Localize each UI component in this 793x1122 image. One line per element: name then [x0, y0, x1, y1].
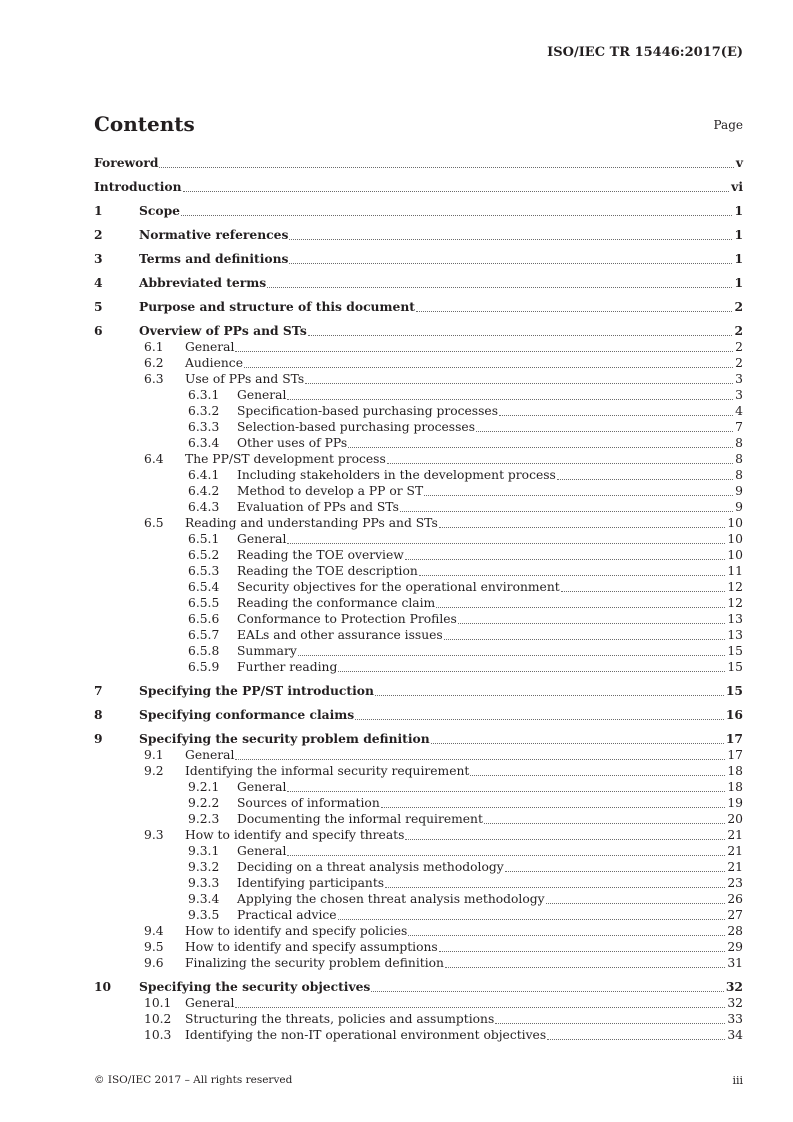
toc-entry[interactable] — [94, 827, 743, 843]
toc-entry-title: Specifying the security problem definition — [139, 731, 430, 746]
toc-entry-page: 10 — [727, 532, 743, 546]
toc-entry-number: 6.3.1 — [188, 388, 220, 402]
toc-entry-page: 28 — [727, 924, 743, 938]
toc-leader-dots — [431, 743, 724, 744]
toc-leader-dots — [235, 351, 733, 352]
toc-entry-title: Normative references — [139, 227, 289, 242]
toc-entry-number: 6.3 — [144, 372, 164, 386]
toc-entry-number: 8 — [94, 707, 103, 722]
toc-entry-number: 6.3.4 — [188, 436, 220, 450]
toc-leader-dots — [287, 543, 725, 544]
toc-entry-page: 7 — [735, 420, 743, 434]
toc-entry[interactable] — [94, 979, 743, 995]
toc-entry-number: 10 — [94, 979, 112, 994]
toc-leader-dots — [436, 607, 725, 608]
toc-entry-title: Specifying conformance claims — [139, 707, 355, 722]
toc-entry[interactable] — [94, 891, 743, 907]
toc-entry[interactable] — [94, 467, 743, 483]
toc-entry-page: 19 — [727, 796, 743, 810]
toc-entry-page: 15 — [727, 660, 743, 674]
toc-entry-number: 9.3.4 — [188, 892, 220, 906]
toc-entry-page: 15 — [727, 644, 743, 658]
toc-entry[interactable] — [94, 355, 743, 371]
toc-entry-number: 6.5.8 — [188, 644, 220, 658]
toc-leader-dots — [375, 695, 724, 696]
toc-leader-dots — [235, 1007, 725, 1008]
toc-entry[interactable] — [94, 747, 743, 763]
toc-entry-page: 21 — [727, 828, 743, 842]
toc-entry-number: 6.5.1 — [188, 532, 220, 546]
toc-entry-number: 6.5.2 — [188, 548, 220, 562]
toc-entry-page: 1 — [734, 203, 743, 218]
toc-entry-number: 9.3.5 — [188, 908, 220, 922]
toc-entry[interactable] — [94, 251, 743, 267]
toc-entry-title: General — [185, 748, 235, 762]
copyright-notice: © ISO/IEC 2017 – All rights reserved — [94, 1074, 293, 1086]
toc-entry[interactable] — [94, 763, 743, 779]
toc-entry-number: 6.4.1 — [188, 468, 220, 482]
toc-entry[interactable] — [94, 923, 743, 939]
toc-leader-dots — [287, 399, 733, 400]
toc-entry[interactable] — [94, 323, 743, 339]
toc-entry-title: Specifying the PP/ST introduction — [139, 683, 374, 698]
toc-entry-page: 13 — [727, 628, 743, 642]
toc-leader-dots — [405, 559, 726, 560]
toc-entry[interactable] — [94, 547, 743, 563]
toc-entry-number: 9 — [94, 731, 103, 746]
toc-entry-title: Security objectives for the operational environment — [237, 580, 560, 594]
toc-leader-dots — [289, 239, 732, 240]
toc-entry[interactable] — [94, 731, 743, 747]
toc-leader-dots — [439, 527, 726, 528]
toc-entry-page: 2 — [734, 299, 743, 314]
toc-entry-page: 1 — [734, 251, 743, 266]
toc-entry-page: 12 — [727, 580, 743, 594]
toc-leader-dots — [470, 775, 725, 776]
toc-entry-title: Other uses of PPs — [237, 436, 348, 450]
toc-leader-dots — [298, 655, 726, 656]
toc-entry[interactable] — [94, 275, 743, 291]
toc-entry-title: Conformance to Protection Profiles — [237, 612, 457, 626]
toc-entry-page: 11 — [727, 564, 743, 578]
toc-entry-title: Terms and definitions — [139, 251, 289, 266]
toc-entry-number: 9.3.3 — [188, 876, 220, 890]
toc-entry[interactable] — [94, 955, 743, 971]
toc-gap — [94, 195, 743, 203]
toc-entry-page: 20 — [727, 812, 743, 826]
toc-entry[interactable] — [94, 779, 743, 795]
toc-entry-number: 9.3.2 — [188, 860, 220, 874]
toc-entry-page: 8 — [735, 436, 743, 450]
toc-entry-title: Deciding on a threat analysis methodology — [237, 860, 504, 874]
toc-leader-dots — [159, 167, 733, 168]
toc-entry-title: General — [237, 780, 287, 794]
toc-leader-dots — [419, 575, 726, 576]
toc-entry-number: 10.3 — [144, 1028, 172, 1042]
toc-entry[interactable] — [94, 387, 743, 403]
toc-entry-page: 32 — [725, 979, 743, 994]
toc-entry-number: 5 — [94, 299, 103, 314]
toc-entry-title: Specification-based purchasing processes — [237, 404, 499, 418]
toc-leader-dots — [424, 495, 733, 496]
toc-entry-number: 9.4 — [144, 924, 164, 938]
toc-entry-number: 10.1 — [144, 996, 172, 1010]
toc-entry-title: Identifying participants — [237, 876, 385, 890]
toc-entry-number: 9.2.3 — [188, 812, 220, 826]
toc-gap — [94, 675, 743, 683]
toc-entry[interactable] — [94, 707, 743, 723]
toc-leader-dots — [561, 591, 726, 592]
toc-entry-page: v — [735, 155, 743, 170]
toc-entry-number: 9.2.1 — [188, 780, 220, 794]
toc-entry-page: 23 — [727, 876, 743, 890]
toc-leader-dots — [387, 463, 733, 464]
page-column-label: Page — [713, 118, 743, 132]
toc-entry-number: 9.5 — [144, 940, 164, 954]
toc-entry[interactable] — [94, 1011, 743, 1027]
toc-entry-title: Use of PPs and STs — [185, 372, 305, 386]
toc-entry[interactable] — [94, 451, 743, 467]
toc-entry-title: EALs and other assurance issues — [237, 628, 443, 642]
toc-entry-page: 32 — [727, 996, 743, 1010]
toc-entry-number: 6.5.4 — [188, 580, 220, 594]
toc-gap — [94, 171, 743, 179]
toc-entry-title: Overview of PPs and STs — [139, 323, 307, 338]
toc-entry-number: 6.2 — [144, 356, 164, 370]
toc-entry-page: 2 — [734, 323, 743, 338]
toc-entry-page: 15 — [725, 683, 743, 698]
toc-entry[interactable] — [94, 435, 743, 451]
toc-entry-page: 18 — [727, 780, 743, 794]
toc-entry[interactable] — [94, 419, 743, 435]
toc-entry-page: 9 — [735, 484, 743, 498]
toc-entry-title: Audience — [185, 356, 243, 370]
toc-leader-dots — [289, 263, 732, 264]
toc-entry-page: 2 — [735, 356, 743, 370]
toc-entry-number: 6 — [94, 323, 103, 338]
toc-entry-title: Further reading — [237, 660, 338, 674]
toc-entry[interactable] — [94, 371, 743, 387]
toc-leader-dots — [476, 431, 733, 432]
toc-leader-dots — [439, 951, 726, 952]
toc-entry-title: Method to develop a PP or ST — [237, 484, 424, 498]
toc-entry[interactable] — [94, 795, 743, 811]
toc-leader-dots — [305, 383, 733, 384]
toc-entry-page: 2 — [735, 340, 743, 354]
toc-entry-page: 10 — [727, 548, 743, 562]
toc-entry[interactable] — [94, 907, 743, 923]
toc-leader-dots — [338, 919, 726, 920]
toc-leader-dots — [371, 991, 724, 992]
toc-entry-page: 21 — [727, 860, 743, 874]
toc-entry-page: 17 — [727, 748, 743, 762]
toc-entry-title: Identifying the informal security requirement — [185, 764, 470, 778]
toc-entry[interactable] — [94, 595, 743, 611]
toc-leader-dots — [444, 639, 726, 640]
toc-entry[interactable] — [94, 339, 743, 355]
toc-leader-dots — [547, 1039, 725, 1040]
toc-entry[interactable] — [94, 499, 743, 515]
toc-entry[interactable] — [94, 403, 743, 419]
table-of-contents — [94, 155, 743, 1043]
toc-entry-page: 13 — [727, 612, 743, 626]
toc-leader-dots — [338, 671, 725, 672]
toc-entry-number: 6.3.2 — [188, 404, 220, 418]
toc-entry-number: 3 — [94, 251, 103, 266]
toc-entry-number: 10.2 — [144, 1012, 172, 1026]
toc-entry[interactable] — [94, 843, 743, 859]
toc-entry-number: 9.2.2 — [188, 796, 220, 810]
toc-entry-title: Documenting the informal requirement — [237, 812, 483, 826]
toc-entry-title: Reading the conformance claim — [237, 596, 436, 610]
toc-entry-title: Summary — [237, 644, 297, 658]
toc-entry-number: 9.2 — [144, 764, 164, 778]
toc-gap — [94, 219, 743, 227]
toc-entry-page: 12 — [727, 596, 743, 610]
toc-leader-dots — [385, 887, 725, 888]
toc-entry-title: Specifying the security objectives — [139, 979, 371, 994]
toc-entry-page: 29 — [727, 940, 743, 954]
toc-entry-title: How to identify and specify assumptions — [185, 940, 438, 954]
toc-gap — [94, 243, 743, 251]
toc-leader-dots — [287, 791, 725, 792]
toc-entry-title: General — [185, 996, 235, 1010]
toc-entry-title: Applying the chosen threat analysis methodology — [237, 892, 545, 906]
toc-leader-dots — [495, 1023, 725, 1024]
toc-entry-page: vi — [731, 179, 743, 194]
toc-gap — [94, 723, 743, 731]
toc-entry-title: Scope — [139, 203, 180, 218]
toc-entry[interactable] — [94, 643, 743, 659]
toc-entry-page: 31 — [727, 956, 743, 970]
toc-leader-dots — [408, 935, 725, 936]
toc-leader-dots — [287, 855, 725, 856]
toc-entry-title: Structuring the threats, policies and assumptions — [185, 1012, 495, 1026]
toc-leader-dots — [348, 447, 733, 448]
toc-entry[interactable] — [94, 811, 743, 827]
toc-entry-page: 33 — [727, 1012, 743, 1026]
toc-entry-number: 4 — [94, 275, 103, 290]
toc-gap — [94, 315, 743, 323]
toc-entry-title: Evaluation of PPs and STs — [237, 500, 399, 514]
toc-entry-number: 6.3.3 — [188, 420, 220, 434]
toc-leader-dots — [183, 191, 730, 192]
toc-entry[interactable] — [94, 515, 743, 531]
toc-leader-dots — [181, 215, 732, 216]
toc-entry[interactable] — [94, 683, 743, 699]
toc-entry-page: 27 — [727, 908, 743, 922]
document-id: ISO/IEC TR 15446:2017(E) — [547, 45, 743, 60]
toc-entry-number: 6.4.3 — [188, 500, 220, 514]
toc-leader-dots — [445, 967, 725, 968]
toc-entry-title: Selection-based purchasing processes — [237, 420, 475, 434]
toc-entry-title: General — [185, 340, 235, 354]
toc-gap — [94, 699, 743, 707]
toc-entry-title: General — [237, 532, 287, 546]
toc-entry-title: Finalizing the security problem definition — [185, 956, 444, 970]
toc-entry-number: 9.3 — [144, 828, 164, 842]
toc-entry[interactable] — [94, 939, 743, 955]
toc-leader-dots — [499, 415, 733, 416]
toc-entry[interactable] — [94, 155, 743, 171]
toc-leader-dots — [458, 623, 725, 624]
toc-entry-page: 4 — [735, 404, 743, 418]
toc-leader-dots — [244, 367, 733, 368]
toc-entry-title: Reading and understanding PPs and STs — [185, 516, 438, 530]
toc-entry-page: 1 — [734, 227, 743, 242]
toc-entry-number: 6.4 — [144, 452, 164, 466]
toc-entry[interactable] — [94, 179, 743, 195]
toc-leader-dots — [484, 823, 725, 824]
toc-leader-dots — [405, 839, 725, 840]
toc-entry-title: General — [237, 844, 287, 858]
toc-entry[interactable] — [94, 995, 743, 1011]
toc-entry-number: 9.3.1 — [188, 844, 220, 858]
toc-leader-dots — [505, 871, 726, 872]
page-title: Contents — [94, 112, 195, 136]
toc-entry-number: 9.1 — [144, 748, 164, 762]
toc-leader-dots — [381, 807, 726, 808]
toc-entry-page: 3 — [735, 388, 743, 402]
toc-entry[interactable] — [94, 659, 743, 675]
toc-entry-title: Reading the TOE description — [237, 564, 418, 578]
toc-entry-number: 6.5.5 — [188, 596, 220, 610]
toc-entry-page: 34 — [727, 1028, 743, 1042]
toc-entry-title: How to identify and specify threats — [185, 828, 405, 842]
toc-entry-number: 6.5.3 — [188, 564, 220, 578]
toc-entry-number: 6.1 — [144, 340, 164, 354]
toc-entry[interactable] — [94, 299, 743, 315]
toc-entry-title: Foreword — [94, 155, 159, 170]
toc-entry-number: 1 — [94, 203, 103, 218]
toc-gap — [94, 267, 743, 275]
toc-leader-dots — [235, 759, 725, 760]
toc-entry-number: 6.5.7 — [188, 628, 220, 642]
toc-entry-number: 6.5.6 — [188, 612, 220, 626]
toc-entry-title: The PP/ST development process — [185, 452, 386, 466]
toc-entry-title: Purpose and structure of this document — [139, 299, 415, 314]
toc-entry-title: Including stakeholders in the development process — [237, 468, 556, 482]
toc-gap — [94, 971, 743, 979]
toc-entry-title: Abbreviated terms — [139, 275, 267, 290]
toc-gap — [94, 291, 743, 299]
toc-entry[interactable] — [94, 563, 743, 579]
toc-entry-number: 6.5 — [144, 516, 164, 530]
toc-leader-dots — [308, 335, 733, 336]
toc-leader-dots — [557, 479, 733, 480]
toc-entry-page: 18 — [727, 764, 743, 778]
toc-entry[interactable] — [94, 579, 743, 595]
toc-entry-page: 10 — [727, 516, 743, 530]
toc-entry-number: 6.5.9 — [188, 660, 220, 674]
toc-entry-page: 8 — [735, 452, 743, 466]
toc-entry-title: Sources of information — [237, 796, 380, 810]
toc-entry-number: 6.4.2 — [188, 484, 220, 498]
toc-entry-title: Reading the TOE overview — [237, 548, 404, 562]
toc-entry-page: 8 — [735, 468, 743, 482]
toc-entry-page: 9 — [735, 500, 743, 514]
toc-leader-dots — [267, 287, 732, 288]
toc-entry[interactable] — [94, 627, 743, 643]
toc-entry[interactable] — [94, 227, 743, 243]
toc-entry[interactable] — [94, 203, 743, 219]
toc-entry[interactable] — [94, 1027, 743, 1043]
toc-entry-number: 9.6 — [144, 956, 164, 970]
toc-entry-page: 3 — [735, 372, 743, 386]
toc-entry-number: 7 — [94, 683, 103, 698]
toc-entry-page: 17 — [725, 731, 743, 746]
toc-leader-dots — [400, 511, 733, 512]
toc-entry-title: How to identify and specify policies — [185, 924, 408, 938]
toc-entry[interactable] — [94, 483, 743, 499]
toc-entry-title: Practical advice — [237, 908, 337, 922]
toc-leader-dots — [416, 311, 732, 312]
toc-entry[interactable] — [94, 859, 743, 875]
toc-entry-title: General — [237, 388, 287, 402]
toc-entry-page: 1 — [734, 275, 743, 290]
toc-entry[interactable] — [94, 531, 743, 547]
toc-entry-title: Identifying the non-IT operational environment objectives — [185, 1028, 547, 1042]
toc-leader-dots — [355, 719, 724, 720]
toc-entry-number: 2 — [94, 227, 103, 242]
toc-entry-title: Introduction — [94, 179, 182, 194]
toc-entry[interactable] — [94, 875, 743, 891]
toc-entry-page: 21 — [727, 844, 743, 858]
toc-entry-page: 26 — [727, 892, 743, 906]
toc-entry[interactable] — [94, 611, 743, 627]
toc-entry-page: 16 — [725, 707, 743, 722]
page-number: iii — [732, 1074, 743, 1087]
toc-leader-dots — [546, 903, 726, 904]
